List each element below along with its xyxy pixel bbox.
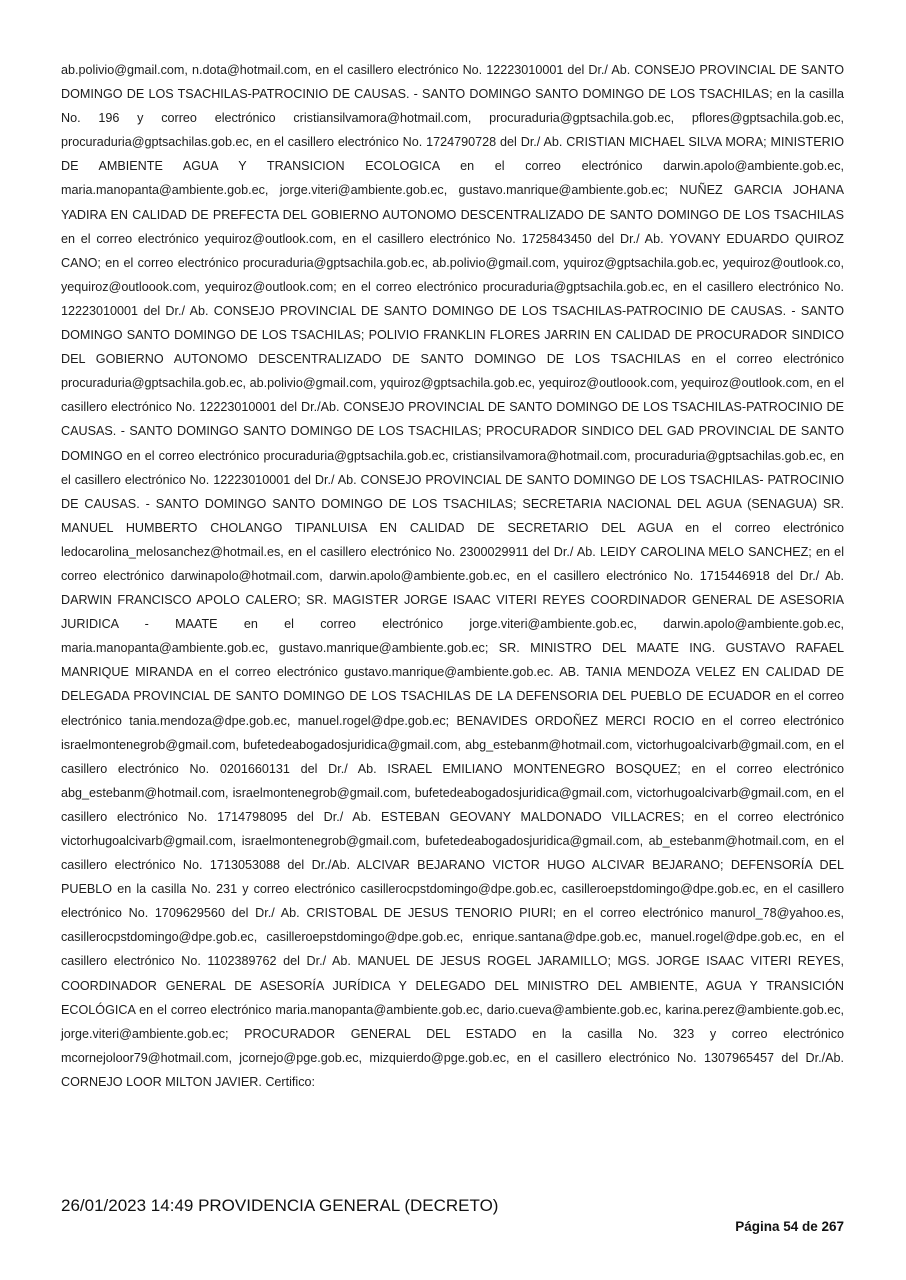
page-number: Página 54 de 267	[735, 1219, 844, 1234]
notification-paragraph: ab.polivio@gmail.com, n.dota@hotmail.com, en el casillero electrónico No. 12223010001 del Dr./ Ab. CONSEJO PROVINCIAL DE SANTO DOMINGO DE LOS TSACHILAS-PATROCINIO DE CAUSAS. - SANTO DOMINGO SANTO DOMINGO DE LOS TSACHILAS; en la casilla No. 196 y correo electrónico cristiansilvamora@hotmail.com, procuraduria@gptsachila.gob.ec, pflores@gptsachila.gob.ec, procuraduria@gptsachilas.gob.ec, en el casillero electrónico No. 1724790728 del Dr./ Ab. CRISTIAN MICHAEL SILVA MORA; MINISTERIO DE AMBIENTE AGUA Y TRANSICION ECOLOGICA en el correo electrónico darwin.apolo@ambiente.gob.ec, maria.manopanta@ambiente.gob.ec, jorge.viteri@ambiente.gob.ec, gustavo.manrique@ambiente.gob.ec; NUÑEZ GARCIA JOHANA YADIRA EN CALIDAD DE PREFECTA DEL GOBIERNO AUTONOMO DESCENTRALIZADO DE SANTO DOMINGO DE LOS TSACHILAS en el correo electrónico yequiroz@outlook.com, en el casillero electrónico No. 1725843450 del Dr./ Ab. YOVANY EDUARDO QUIROZ CANO; en el correo electrónico procuraduria@gptsachila.gob.ec, ab.polivio@gmail.com, yquiroz@gptsachila.gob.ec, yequiroz@outlook.co, yequiroz@outloook.com, yequiroz@outlook.com; en el correo electrónico procuraduria@gptsachila.gob.ec, en el casillero electrónico No. 12223010001 del Dr./ Ab. CONSEJO PROVINCIAL DE SANTO DOMINGO DE LOS TSACHILAS-PATROCINIO DE CAUSAS. - SANTO DOMINGO SANTO DOMINGO DE LOS TSACHILAS; POLIVIO FRANKLIN FLORES JARRIN EN CALIDAD DE PROCURADOR SINDICO DEL GOBIERNO AUTONOMO DESCENTRALIZADO DE SANTO DOMINGO DE LOS TSACHILAS en el correo electrónico procuraduria@gptsachila.gob.ec, ab.polivio@gmail.com, yquiroz@gptsachila.gob.ec, yequiroz@outloook.com, yequiroz@outlook.com, en el casillero electrónico No. 12223010001 del Dr./Ab. CONSEJO PROVINCIAL DE SANTO DOMINGO DE LOS TSACHILAS-PATROCINIO DE CAUSAS. - SANTO DOMINGO SANTO DOMINGO DE LOS TSACHILAS; PROCURADOR SINDICO DEL GAD PROVINCIAL DE SANTO DOMINGO en el correo electrónico procuraduria@gptsachila.gob.ec, cristiansilvamora@hotmail.com, procuraduria@gptsachilas.gob.ec, en el casillero electrónico No. 12223010001 del Dr./ Ab. CONSEJO PROVINCIAL DE SANTO DOMINGO DE LOS TSACHILAS- PATROCINIO DE CAUSAS. - SANTO DOMINGO SANTO DOMINGO DE LOS TSACHILAS; SECRETARIA NACIONAL DEL AGUA (SENAGUA) SR. MANUEL HUMBERTO CHOLANGO TIPANLUISA EN CALIDAD DE SECRETARIO DEL AGUA en el correo electrónico ledocarolina_melosanchez@hotmail.es, en el casillero electrónico No. 2300029911 del Dr./ Ab. LEIDY CAROLINA MELO SANCHEZ; en el correo electrónico darwinapolo@hotmail.com, darwin.apolo@ambiente.gob.ec, en el casillero electrónico No. 1715446918 del Dr./ Ab. DARWIN FRANCISCO APOLO CALERO; SR. MAGISTER JORGE ISAAC VITERI REYES COORDINADOR GENERAL DE ASESORIA JURIDICA - MAATE en el correo electrónico jorge.viteri@ambiente.gob.ec, darwin.apolo@ambiente.gob.ec, maria.manopanta@ambiente.gob.ec, gustavo.manrique@ambiente.gob.ec; SR. MINISTRO DEL MAATE ING. GUSTAVO RAFAEL MANRIQUE MIRANDA en el correo electrónico gustavo.manrique@ambiente.gob.ec. AB. TANIA MENDOZA VELEZ EN CALIDAD DE DELEGADA PROVINCIAL DE SANTO DOMINGO DE LOS TSACHILAS DE LA DEFENSORIA DEL PUEBLO DE ECUADOR en el correo electrónico tania.mendoza@dpe.gob.ec, manuel.rogel@dpe.gob.ec; BENAVIDES ORDOÑEZ MERCI ROCIO en el correo electrónico israelmontenegrob@gmail.com, bufetedeabogadosjuridica@gmail.com, abg_estebanm@hotmail.com, victorhugoalcivarb@gmail.com, en el casillero electrónico No. 0201660131 del Dr./ Ab. ISRAEL EMILIANO MONTENEGRO BOSQUEZ; en el correo electrónico abg_estebanm@hotmail.com, israelmontenegrob@gmail.com, bufetedeabogadosjuridica@gmail.com, victorhugoalcivarb@gmail.com, en el casillero electrónico No. 1714798095 del Dr./ Ab. ESTEBAN GEOVANY MALDONADO VILLACRES; en el correo electrónico victorhugoalcivarb@gmail.com, israelmontenegrob@gmail.com, bufetedeabogadosjuridica@gmail.com, ab_estebanm@hotmail.com, en el casillero electrónico No. 1713053088 del Dr./Ab. ALCIVAR BEJARANO VICTOR HUGO ALCIVAR BEJARANO; DEFENSORÍA DEL PUEBLO en la casilla No. 231 y correo electrónico casillerocpstdomingo@dpe.gob.ec, casilleroepstdomingo@dpe.gob.ec, en el casillero electrónico No. 1709629560 del Dr./ Ab. CRISTOBAL DE JESUS TENORIO PIURI; en el correo electrónico manurol_78@yahoo.es, casillerocpstdomingo@dpe.gob.ec, casilleroepstdomingo@dpe.gob.ec, enrique.santana@dpe.gob.ec, manuel.rogel@dpe.gob.ec, en el casillero electrónico No. 1102389762 del Dr./ Ab. MANUEL DE JESUS ROGEL JARAMILLO; MGS. JORGE ISAAC VITERI REYES, COORDINADOR GENERAL DE ASESORÍA JURÍDICA Y DELEGADO DEL MINISTRO DEL AMBIENTE, AGUA Y TRANSICIÓN ECOLÓGICA en el correo electrónico maria.manopanta@ambiente.gob.ec, dario.cueva@ambiente.gob.ec, karina.perez@ambiente.gob.ec, jorge.viteri@ambiente.gob.ec; PROCURADOR GENERAL DEL ESTADO en la casilla No. 323 y correo electrónico mcornejoloor79@hotmail.com, jcornejo@pge.gob.ec, mizquierdo@pge.gob.ec, en el casillero electrónico No. 1307965457 del Dr./Ab. CORNEJO LOOR MILTON JAVIER. Certifico:	[61, 63, 844, 1089]
section-heading: 26/01/2023 14:49 PROVIDENCIA GENERAL (DECRETO)	[61, 1196, 499, 1215]
